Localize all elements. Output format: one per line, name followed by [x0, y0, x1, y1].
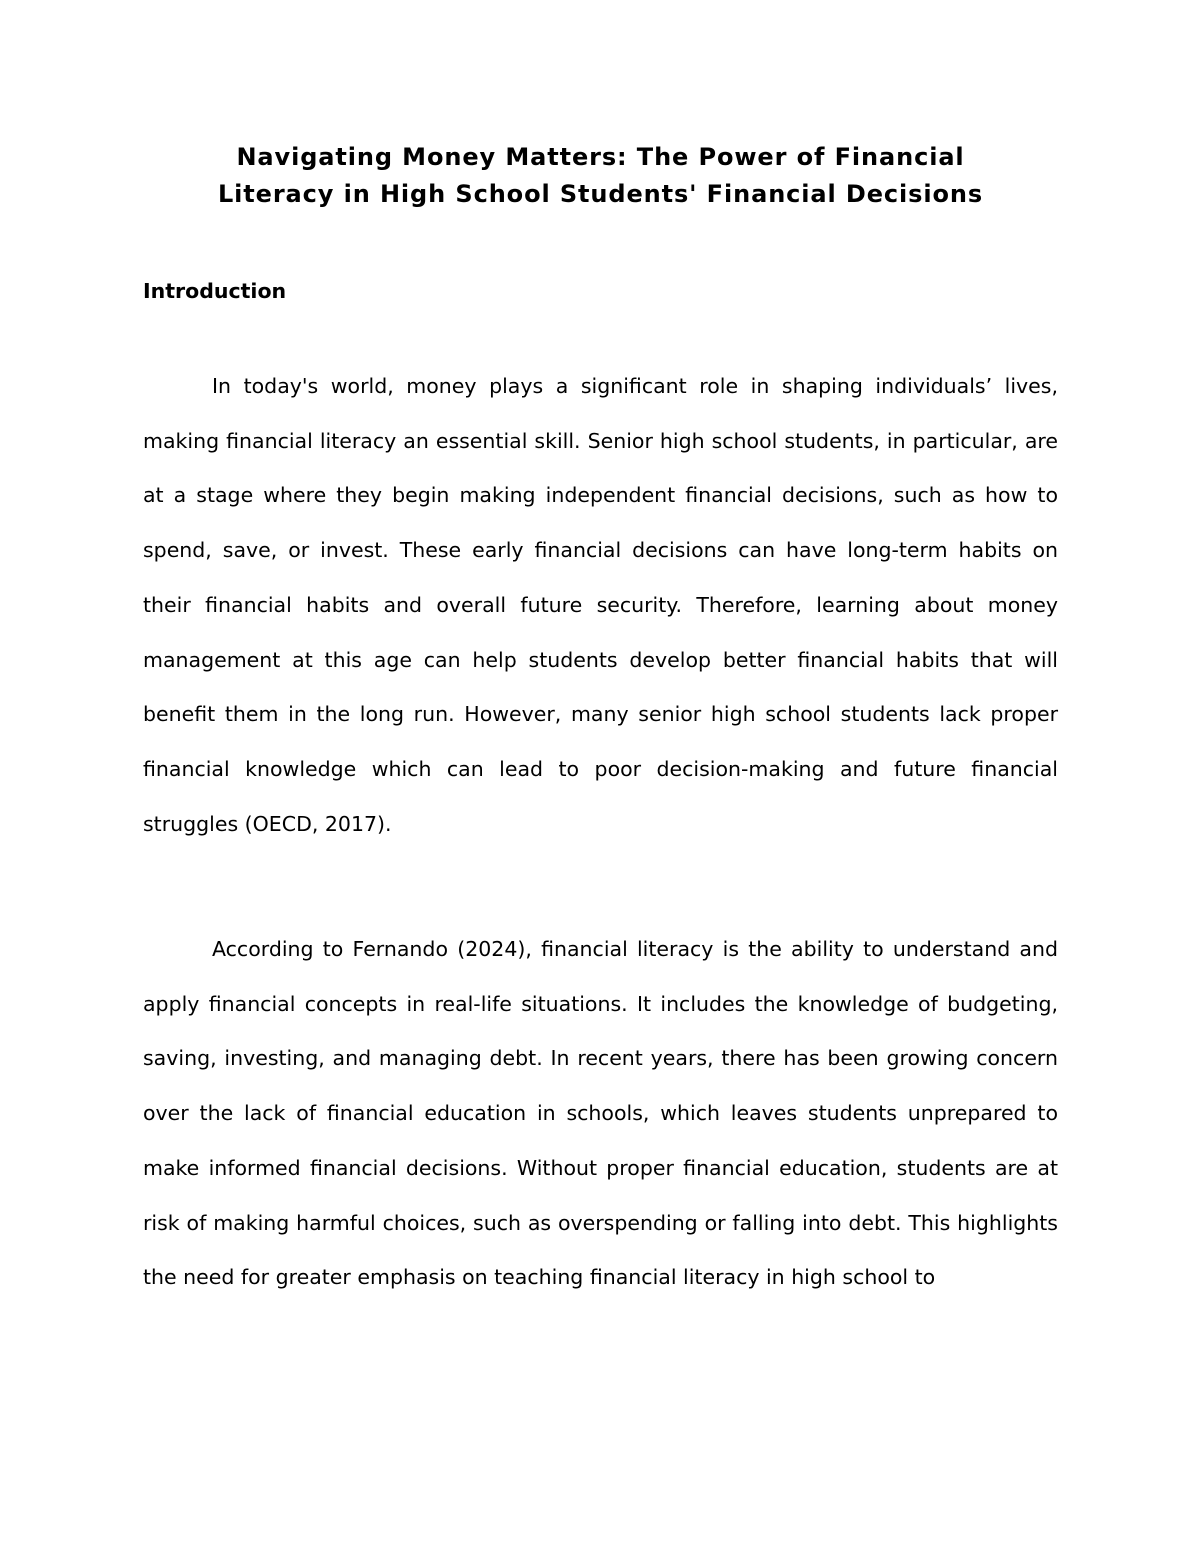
document-title-line-2: Literacy in High School Students' Financial Decisions [217, 180, 984, 208]
document-title-line-1: Navigating Money Matters: The Power of Financial [236, 143, 965, 171]
paragraph-2: According to Fernando (2024), financial literacy is the ability to understand and apply financial concepts in real-life situations. It includes the knowledge of budgeting, saving, investing, and managing debt. In recent years, there has been growing concern over the lack of financial education in schools, which leaves students unprepared to make informed financial decisions. Without proper financial education, students are at risk of making harmful choices, such as overspending or falling into debt. This highlights the need for greater emphasis on teaching financial literacy in high school to [143, 937, 1058, 1290]
paragraph-1: In today's world, money plays a significant role in shaping individuals’ lives, making financial literacy an essential skill. Senior high school students, in particular, are at a stage where they begin making independent financial decisions, such as how to spend, save, or invest. These early financial decisions can have long-term habits on their financial habits and overall future security. Therefore, learning about money management at this age can help students develop better financial habits that will benefit them in the long run. However, many senior high school students lack proper financial knowledge which can lead to poor decision-making and future financial struggles (OECD, 2017). [143, 374, 1058, 836]
section-heading-introduction: Introduction [143, 279, 287, 303]
document-title [143, 139, 1058, 213]
